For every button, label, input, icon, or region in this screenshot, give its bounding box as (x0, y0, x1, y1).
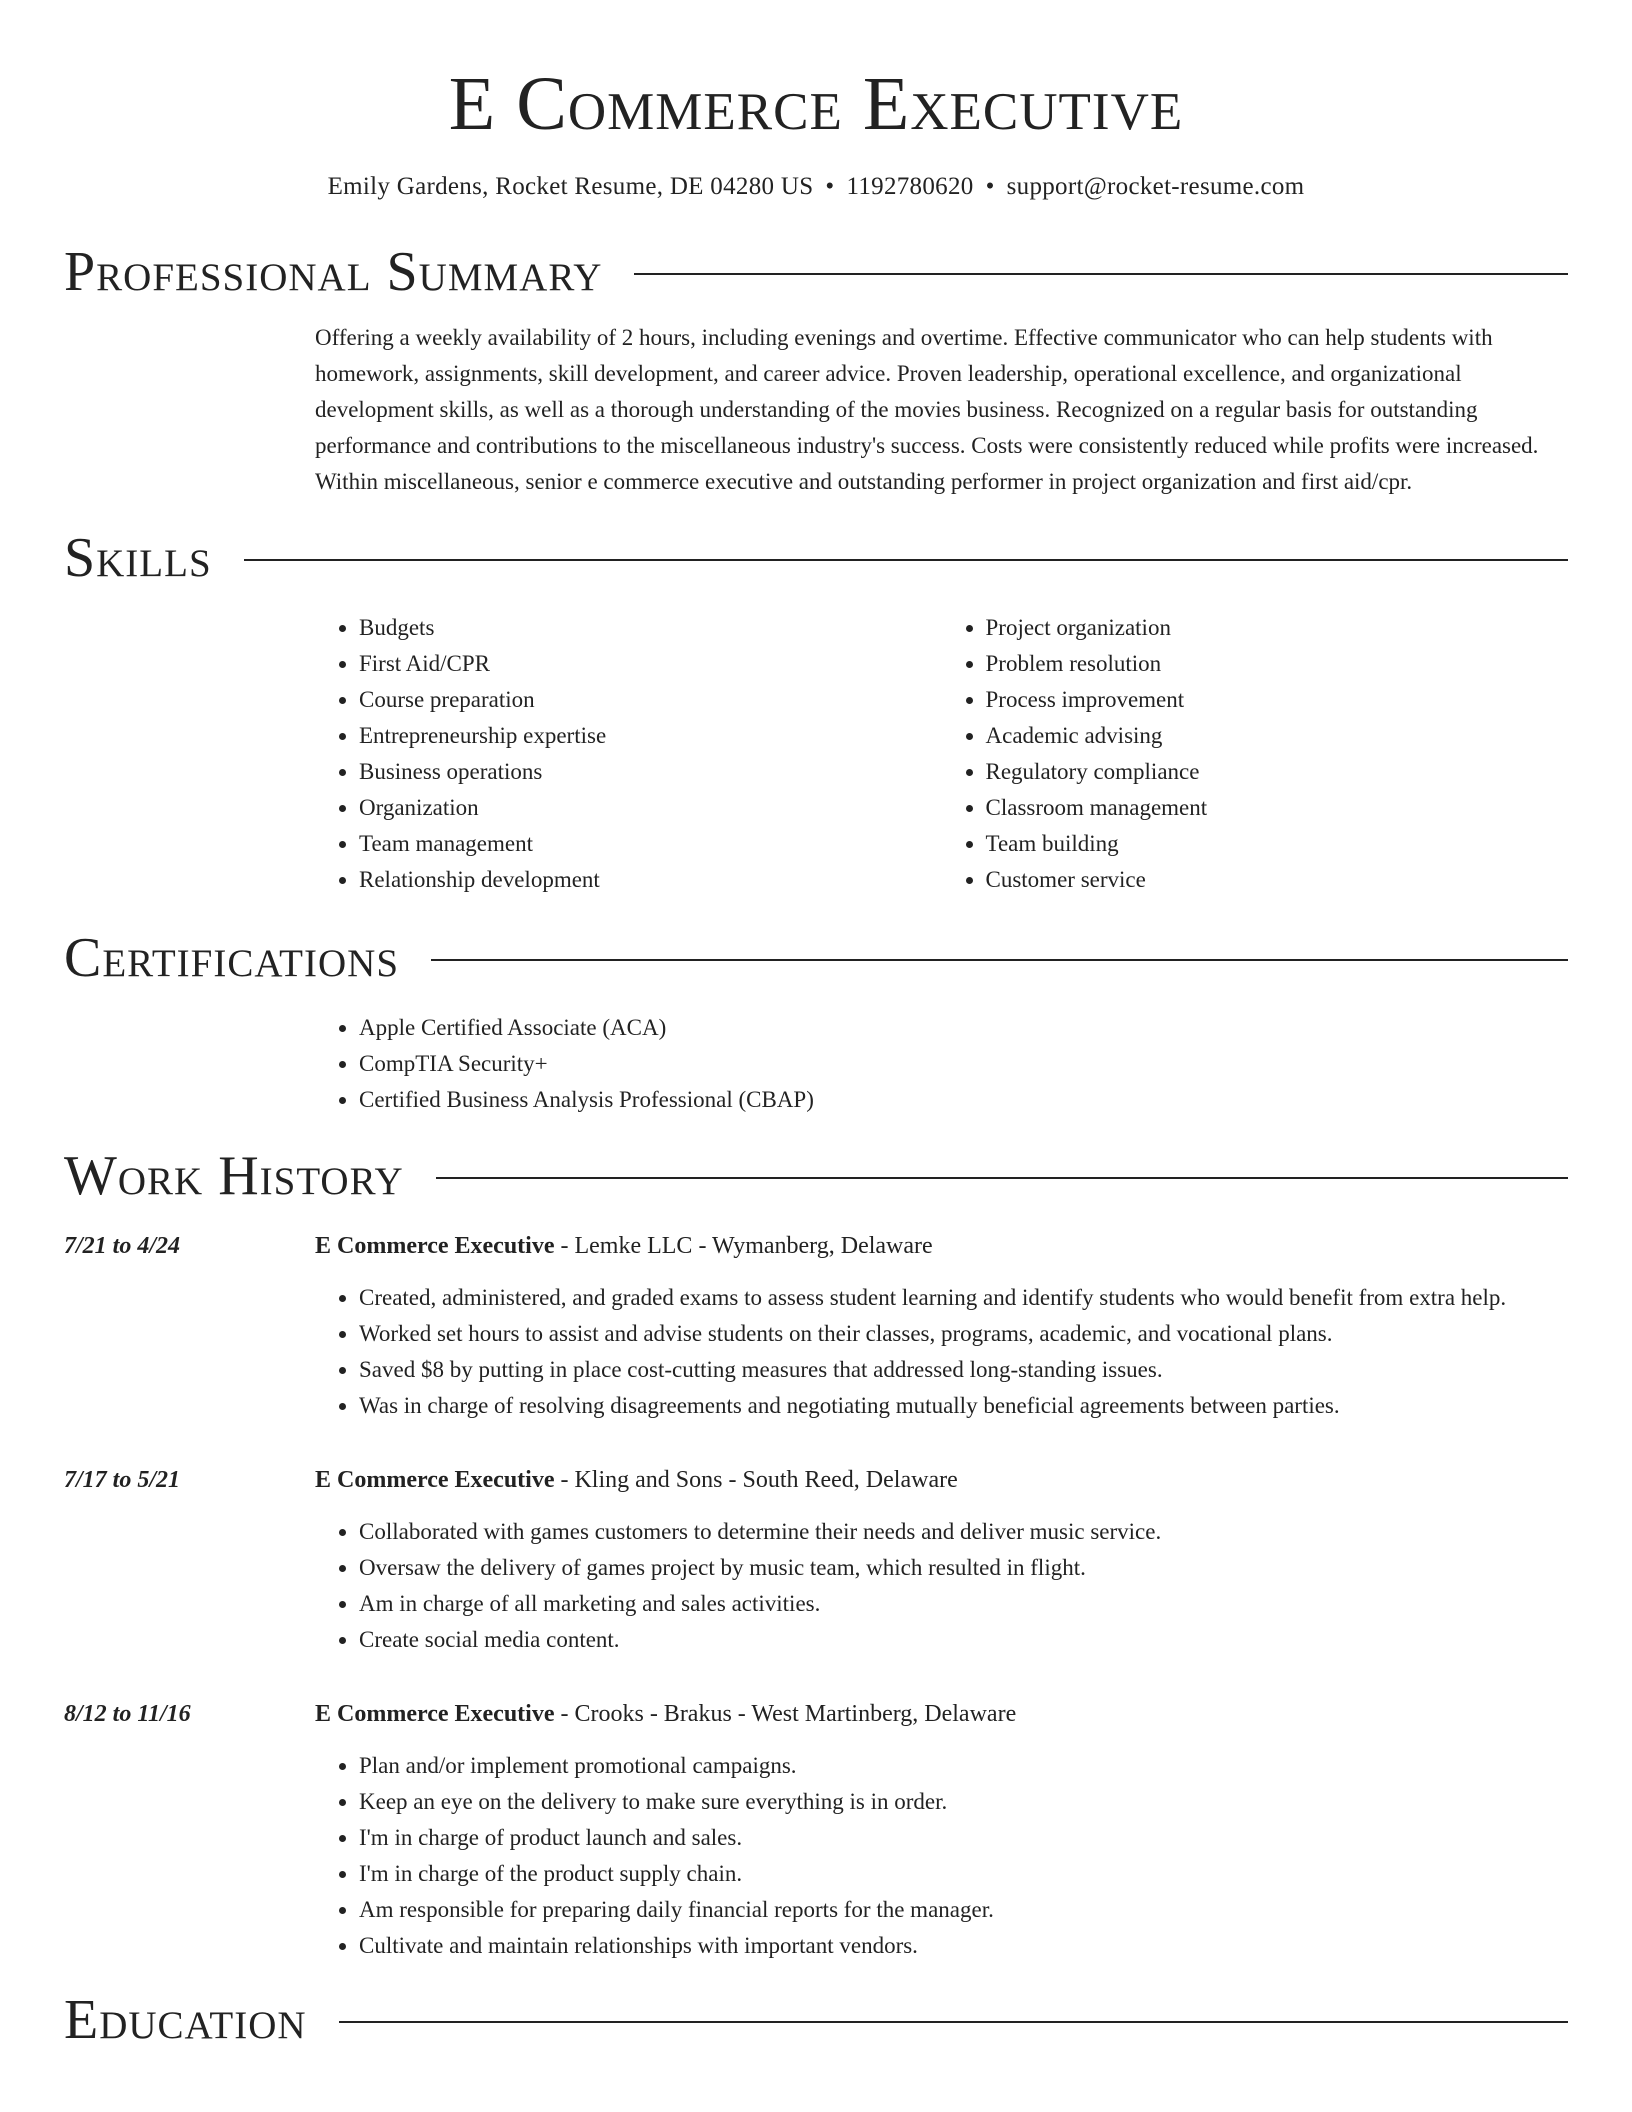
skill-item: • Problem resolution (986, 646, 1569, 682)
contact-separator: • (985, 173, 995, 200)
skills-column-right (942, 610, 1569, 898)
certification-item: • Certified Business Analysis Professional (CBAP) (359, 1082, 1568, 1118)
work-history-heading: Work History (64, 1145, 404, 1207)
section-divider (436, 1177, 1568, 1179)
job-bullet: • I'm in charge of product launch and sales. (359, 1820, 1568, 1856)
skill-item: • Team building (986, 826, 1569, 862)
summary-text: Offering a weekly availability of 2 hours, including evenings and overtime. Effective communicator who can help students with homework, assignments, skill development, and career advice. Proven leadership, operational excellence, and organizational development skills, as well as a thorough understanding of the movies business. Recognized on a regular basis for outstanding performance and contributions to the miscellaneous industry's success. Costs were consistently reduced while profits were increased. Within miscellaneous, senior e commerce executive and outstanding performer in project organization and first aid/cpr. (315, 325, 1539, 494)
skill-item: • Entrepreneurship expertise (359, 718, 942, 754)
section-divider (634, 273, 1568, 275)
job-title: E Commerce Executive (315, 1467, 555, 1493)
skill-item: • Business operations (359, 754, 942, 790)
contact-line (64, 170, 1568, 204)
education-section-header (64, 1986, 1568, 2054)
skill-item: • First Aid/CPR (359, 646, 942, 682)
contact-separator: • (825, 173, 835, 200)
skill-item: • Process improvement (986, 682, 1569, 718)
job-title: E Commerce Executive (315, 1701, 555, 1727)
job-title: E Commerce Executive (315, 1233, 555, 1259)
job-bullet: • Oversaw the delivery of games project by music team, which resulted in flight. (359, 1550, 1568, 1586)
work-history-list (64, 1228, 1568, 1964)
job-dates: 8/12 to 11/16 (64, 1701, 191, 1727)
work-history-section-header (64, 1142, 1568, 1210)
certification-item: • Apple Certified Associate (ACA) (359, 1010, 1568, 1046)
job-bullet: • Plan and/or implement promotional campaigns. (359, 1748, 1568, 1784)
skills-section-header (64, 524, 1568, 592)
job-bullet: • Collaborated with games customers to determine their needs and deliver music service. (359, 1514, 1568, 1550)
job-bullets (315, 1514, 1568, 1658)
skill-item: • Relationship development (359, 862, 942, 898)
job-bullet: • Worked set hours to assist and advise students on their classes, programs, academic, and vocational plans. (359, 1316, 1568, 1352)
job-company-location: - Kling and Sons - South Reed, Delaware (554, 1467, 958, 1493)
job-bullet: • Saved $8 by putting in place cost-cutting measures that addressed long-standing issues. (359, 1352, 1568, 1388)
skill-item: • Customer service (986, 862, 1569, 898)
job-company-location: - Crooks - Brakus - West Martinberg, Delaware (554, 1701, 1017, 1727)
job-bullet: • Cultivate and maintain relationships with important vendors. (359, 1928, 1568, 1964)
job-bullet: • Was in charge of resolving disagreements and negotiating mutually beneficial agreements between parties. (359, 1388, 1568, 1424)
contact-phone: 1192780620 (846, 173, 974, 200)
certification-item: • CompTIA Security+ (359, 1046, 1568, 1082)
job-entry (64, 1228, 1568, 1424)
skill-item: • Budgets (359, 610, 942, 646)
job-bullets (315, 1280, 1568, 1424)
skill-item: • Classroom management (986, 790, 1569, 826)
skill-item: • Team management (359, 826, 942, 862)
certifications-section-header (64, 924, 1568, 992)
resume-page (64, 0, 1568, 2054)
job-bullets (315, 1748, 1568, 1964)
certifications-list (315, 1010, 1568, 1118)
job-heading (315, 1462, 1568, 1498)
skills-column-left (315, 610, 942, 898)
contact-address: Emily Gardens, Rocket Resume, DE 04280 US (327, 173, 814, 200)
job-bullet: • Am responsible for preparing daily financial reports for the manager. (359, 1892, 1568, 1928)
skill-item: • Regulatory compliance (986, 754, 1569, 790)
summary-heading: Professional Summary (64, 241, 603, 303)
certifications-heading: Certifications (64, 927, 400, 989)
summary-section-header (64, 238, 1568, 306)
job-bullet: • Keep an eye on the delivery to make sure everything is in order. (359, 1784, 1568, 1820)
job-entry (64, 1462, 1568, 1658)
candidate-name: E Commerce Executive (448, 62, 1184, 146)
job-heading (315, 1228, 1568, 1264)
skill-item: • Project organization (986, 610, 1569, 646)
skills-heading: Skills (64, 527, 212, 589)
job-company-location: - Lemke LLC - Wymanberg, Delaware (554, 1233, 933, 1259)
section-divider (339, 2021, 1568, 2023)
skills-list (315, 610, 1568, 898)
job-bullet: • Created, administered, and graded exams to assess student learning and identify students who would benefit from extra help. (359, 1280, 1568, 1316)
job-bullet: • Create social media content. (359, 1622, 1568, 1658)
skill-item: • Academic advising (986, 718, 1569, 754)
job-dates: 7/21 to 4/24 (64, 1233, 181, 1259)
job-bullet: • Am in charge of all marketing and sales activities. (359, 1586, 1568, 1622)
section-divider (244, 559, 1568, 561)
job-heading (315, 1696, 1568, 1732)
skill-item: • Course preparation (359, 682, 942, 718)
section-divider (431, 959, 1568, 961)
job-bullet: • I'm in charge of the product supply chain. (359, 1856, 1568, 1892)
skill-item: • Organization (359, 790, 942, 826)
job-dates: 7/17 to 5/21 (64, 1467, 181, 1493)
contact-email[interactable]: support@rocket-resume.com (1006, 173, 1305, 200)
education-heading: Education (64, 1989, 307, 2051)
job-entry (64, 1696, 1568, 1964)
